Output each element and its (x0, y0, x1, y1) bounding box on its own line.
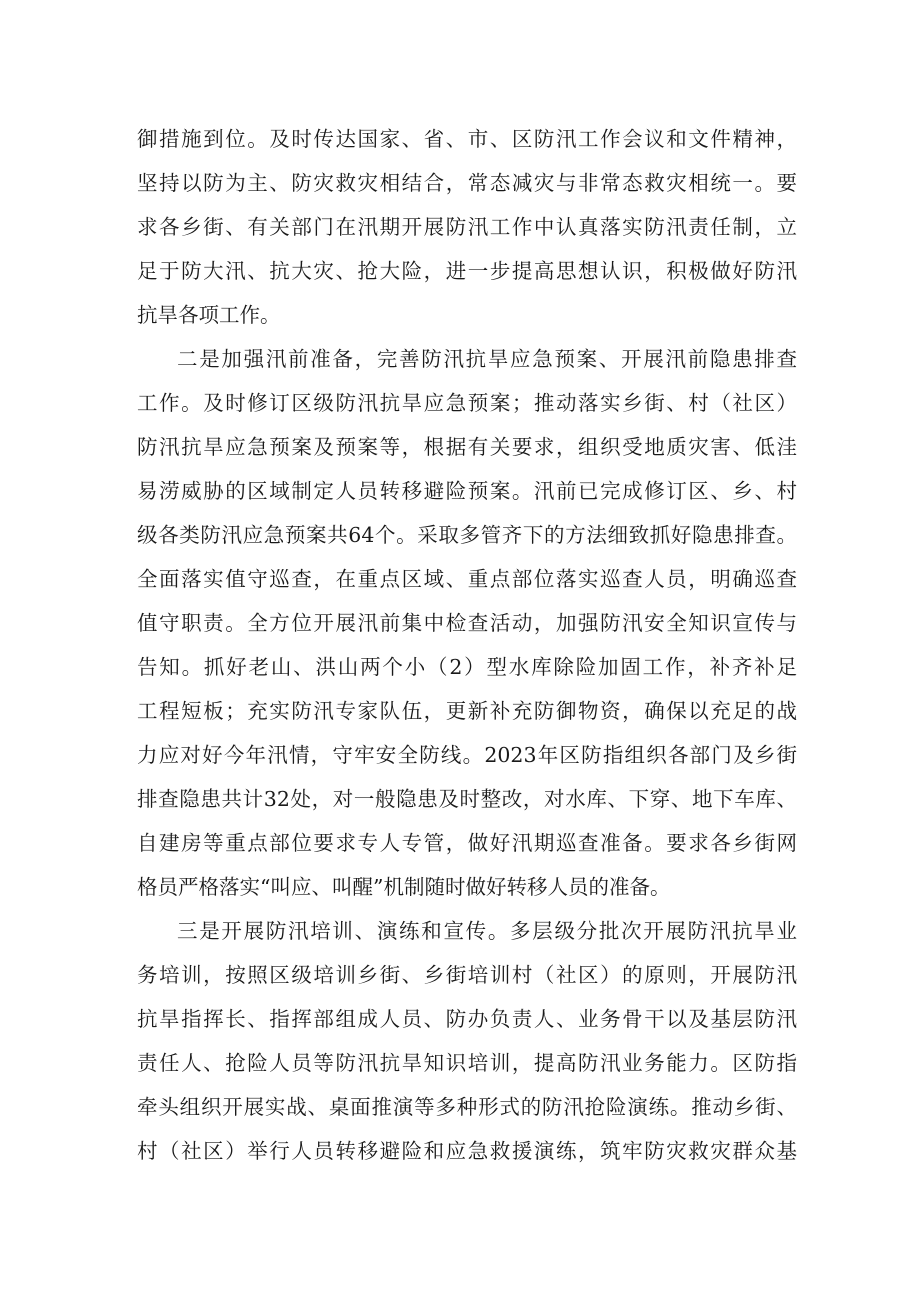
text-line: 抗旱指挥长、指挥部组成人员、防办负责人、业务骨干以及基层防汛 (137, 1007, 797, 1031)
text-line: 求各乡街、有关部门在汛期开展防汛工作中认真落实防汛责任制，立 (137, 215, 797, 239)
text-line: 全面落实值守巡查，在重点区域、重点部位落实巡查人员，明确巡查 (137, 567, 797, 591)
text-line: 排查隐患共计32处，对一般隐患及时整改，对水库、下穿、地下车库、 (137, 787, 797, 811)
text-line: 三是开展防汛培训、演练和宣传。多层级分批次开展防汛抗旱业 (177, 919, 797, 943)
text-line: 自建房等重点部位要求专人专管，做好汛期巡查准备。要求各乡街网 (137, 831, 797, 855)
text-line: 易涝威胁的区域制定人员转移避险预案。汛前已完成修订区、乡、村 (137, 479, 797, 503)
text-line: 格员严格落实“叫应、叫醒”机制随时做好转移人员的准备。 (137, 875, 671, 899)
text-line: 牵头组织开展实战、桌面推演等多种形式的防汛抢险演练。推动乡街、 (137, 1095, 797, 1119)
text-line: 抗旱各项工作。 (137, 303, 281, 327)
text-line: 防汛抗旱应急预案及预案等，根据有关要求，组织受地质灾害、低洼 (137, 435, 797, 459)
text-line: 工作。及时修订区级防汛抗旱应急预案；推动落实乡街、村（社区） (137, 391, 797, 415)
text-line: 级各类防汛应急预案共64个。采取多管齐下的方法细致抓好隐患排查。 (137, 523, 797, 547)
text-line: 力应对好今年汛情，守牢安全防线。2023年区防指组织各部门及乡街 (137, 743, 797, 767)
text-line: 村（社区）举行人员转移避险和应急救援演练，筑牢防灾救灾群众基 (137, 1139, 797, 1163)
text-line: 二是加强汛前准备，完善防汛抗旱应急预案、开展汛前隐患排查 (177, 347, 797, 371)
text-line: 坚持以防为主、防灾救灾相结合，常态减灾与非常态救灾相统一。要 (137, 171, 797, 195)
text-line: 责任人、抢险人员等防汛抗旱知识培训，提高防汛业务能力。区防指 (137, 1051, 797, 1075)
text-line: 告知。抓好老山、洪山两个小（2）型水库除险加固工作，补齐补足 (137, 655, 797, 679)
text-line: 足于防大汛、抗大灾、抢大险，进一步提高思想认识，积极做好防汛 (137, 259, 797, 283)
text-line: 值守职责。全方位开展汛前集中检查活动，加强防汛安全知识宣传与 (137, 611, 797, 635)
text-line: 务培训，按照区级培训乡街、乡街培训村（社区）的原则，开展防汛 (137, 963, 797, 987)
text-line: 工程短板；充实防汛专家队伍，更新补充防御物资，确保以充足的战 (137, 699, 797, 723)
text-line: 御措施到位。及时传达国家、省、市、区防汛工作会议和文件精神， (137, 127, 797, 151)
